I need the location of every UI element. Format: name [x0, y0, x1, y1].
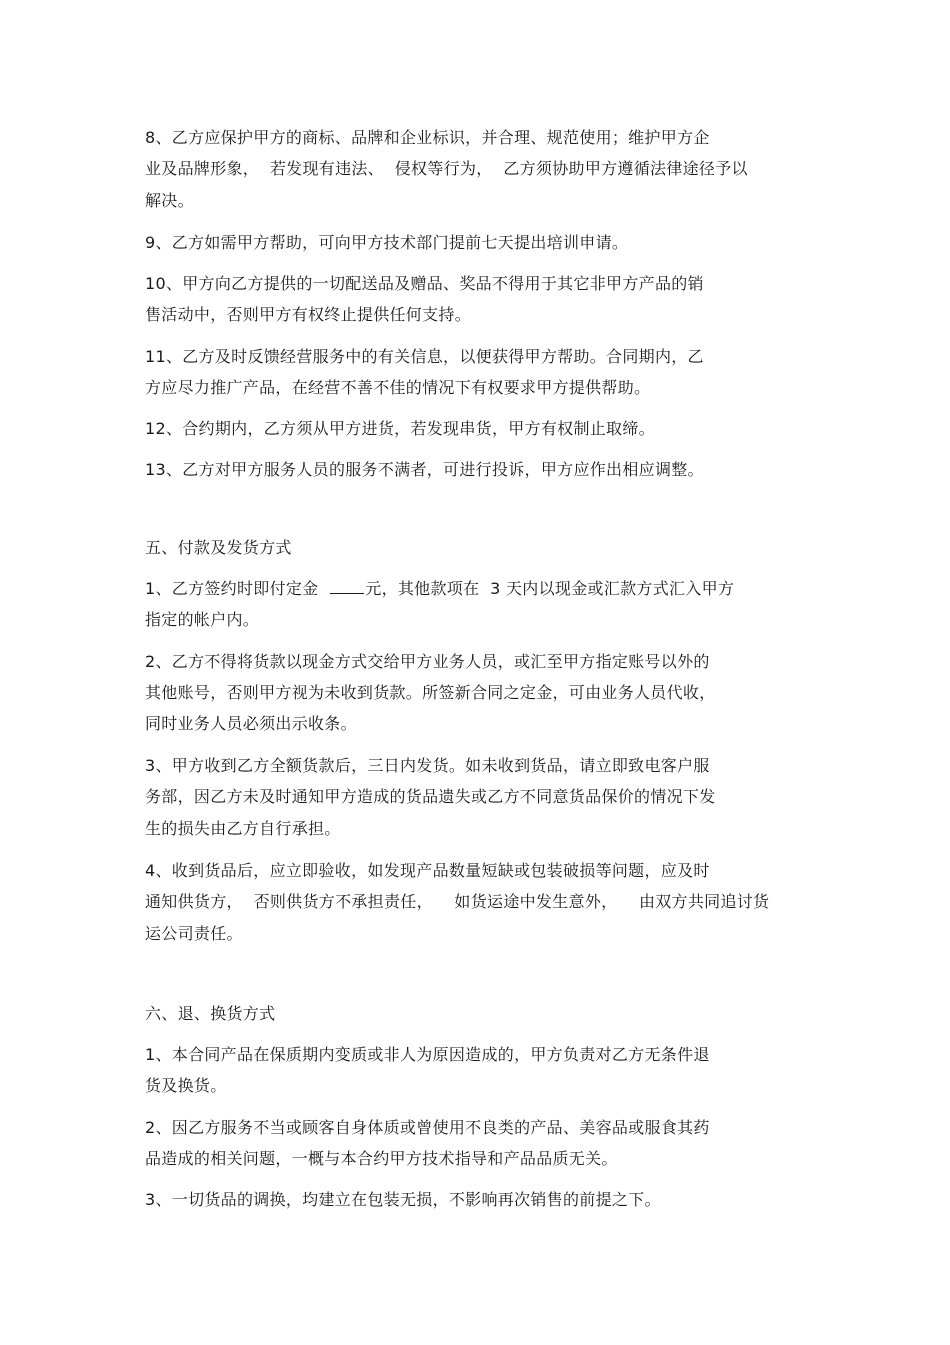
payment-clause-2-line-2: 其他账号，否则甲方视为未收到货款。所签新合同之定金，可由业务人员代收， [145, 683, 716, 702]
clause-8-line-2: 业及品牌形象， 若发现有违法、 侵权等行为， 乙方须协助甲方遵循法律途径予以 [145, 159, 748, 178]
clause-11-line-1: 11、乙方及时反馈经营服务中的有关信息，以便获得甲方帮助。合同期内，乙 [145, 347, 704, 366]
payment-clause-1-line-1 [145, 578, 734, 600]
payment-clause-3-line-3: 生的损失由乙方自行承担。 [145, 819, 341, 838]
clause-10-line-1: 10、甲方向乙方提供的一切配送品及赠品、奖品不得用于其它非甲方产品的销 [145, 274, 704, 293]
payment-clause-3-line-1: 3、甲方收到乙方全额货款后，三日内发货。如未收到货品，请立即致电客户服 [145, 756, 710, 775]
payment-clause-4-line-2: 通知供货方， 否则供货方不承担责任， 如货运途中发生意外， 由双方共同追讨货 [145, 892, 770, 911]
clause-8-line-3: 解决。 [145, 191, 194, 210]
return-clause-2-line-1: 2、因乙方服务不当或顾客自身体质或曾使用不良类的产品、美容品或服食其药 [145, 1118, 710, 1137]
section-5-heading: 五、付款及发货方式 [145, 538, 292, 557]
payment-clause-1-text-before: 1、乙方签约时即付定金 [145, 579, 330, 598]
payment-clause-1-line-2: 指定的帐户内。 [145, 610, 260, 629]
return-clause-2-line-2: 品造成的相关问题，一概与本合约甲方技术指导和产品品质无关。 [145, 1149, 618, 1168]
return-clause-1-line-2: 货及换货。 [145, 1076, 227, 1095]
clause-12-line-1: 12、合约期内，乙方须从甲方进货，若发现串货，甲方有权制止取缔。 [145, 419, 655, 438]
payment-clause-2-line-3: 同时业务人员必须出示收条。 [145, 714, 357, 733]
payment-clause-2-line-1: 2、乙方不得将货款以现金方式交给甲方业务人员，或汇至甲方指定账号以外的 [145, 652, 710, 671]
clause-9-line-1: 9、乙方如需甲方帮助，可向甲方技术部门提前七天提出培训申请。 [145, 233, 629, 252]
return-clause-3-line-1: 3、一切货品的调换，均建立在包装无损，不影响再次销售的前提之下。 [145, 1190, 661, 1209]
payment-clause-1-text-after: 元，其他款项在 3 天内以现金或汇款方式汇入甲方 [365, 579, 735, 598]
clause-10-line-2: 售活动中，否则甲方有权终止提供任何支持。 [145, 305, 472, 324]
payment-clause-4-line-1: 4、收到货品后，应立即验收，如发现产品数量短缺或包装破损等问题，应及时 [145, 861, 710, 880]
clause-8-line-1: 8、乙方应保护甲方的商标、品牌和企业标识，并合理、规范使用；维护甲方企 [145, 128, 710, 147]
deposit-amount-blank [330, 579, 364, 594]
section-6-heading: 六、退、换货方式 [145, 1004, 276, 1023]
clause-11-line-2: 方应尽力推广产品，在经营不善不佳的情况下有权要求甲方提供帮助。 [145, 378, 651, 397]
clause-13-line-1: 13、乙方对甲方服务人员的服务不满者，可进行投诉，甲方应作出相应调整。 [145, 460, 704, 479]
payment-clause-4-line-3: 运公司责任。 [145, 924, 243, 943]
return-clause-1-line-1: 1、本合同产品在保质期内变质或非人为原因造成的，甲方负责对乙方无条件退 [145, 1045, 710, 1064]
payment-clause-3-line-2: 务部，因乙方未及时通知甲方造成的货品遗失或乙方不同意货品保价的情况下发 [145, 787, 716, 806]
